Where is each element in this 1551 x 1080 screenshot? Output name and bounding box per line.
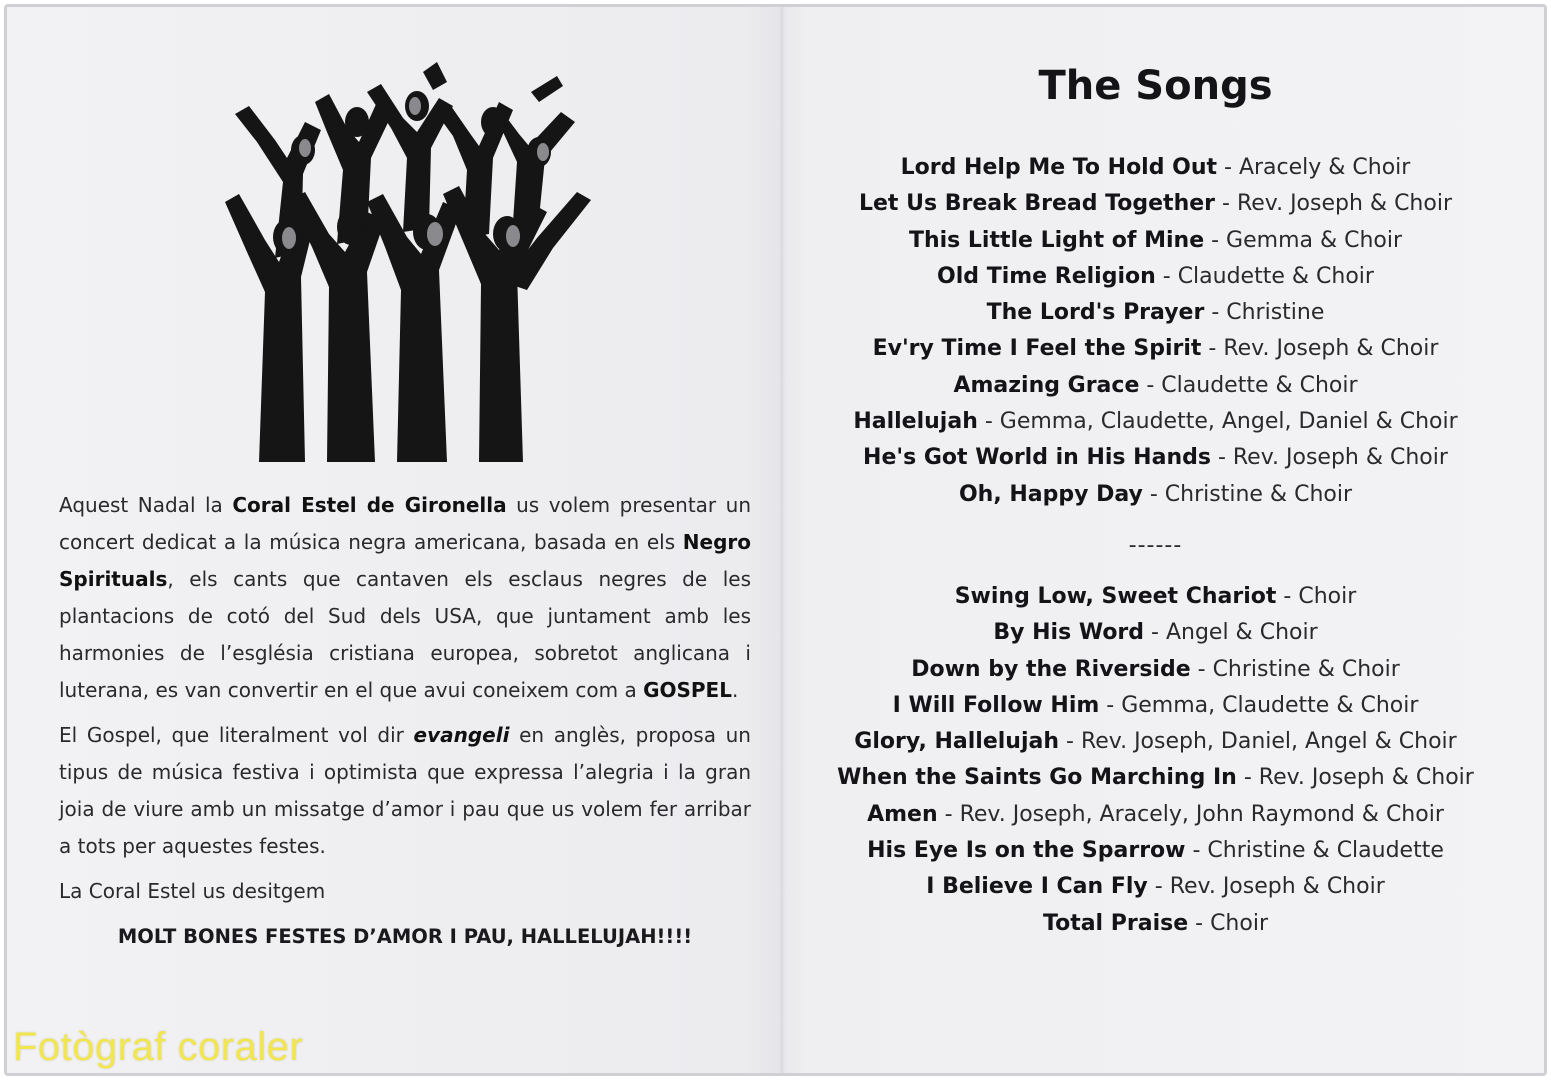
- song-row: [787, 869, 1524, 905]
- gospel-term: GOSPEL: [643, 678, 732, 702]
- song-title: Old Time Religion: [937, 263, 1156, 289]
- song-title: He's Got World in His Hands: [863, 445, 1211, 471]
- intro-paragraph-2: [59, 717, 751, 865]
- song-row: [787, 797, 1524, 833]
- song-performers: - Christine & Choir: [1190, 656, 1400, 682]
- song-title: Swing Low, Sweet Chariot: [954, 583, 1277, 609]
- song-row: [787, 833, 1524, 869]
- song-title: I Will Follow Him: [892, 692, 1100, 718]
- song-title: The Lord's Prayer: [986, 300, 1205, 326]
- photographer-watermark: Fotògraf coraler: [13, 1025, 304, 1069]
- song-row: [787, 150, 1524, 186]
- song-performers: - Rev. Joseph & Choir: [1147, 874, 1385, 900]
- song-row: [787, 223, 1524, 259]
- song-title: When the Saints Go Marching In: [837, 765, 1237, 791]
- song-row: [787, 440, 1524, 476]
- song-title: His Eye Is on the Sparrow: [867, 838, 1186, 864]
- song-performers: - Christine & Claudette: [1185, 838, 1444, 864]
- song-performers: - Gemma, Claudette & Choir: [1099, 692, 1419, 718]
- song-title: Oh, Happy Day: [958, 481, 1143, 507]
- page-fold: [779, 7, 785, 1073]
- song-performers: - Rev. Joseph & Choir: [1201, 336, 1439, 362]
- brochure-page: [4, 4, 1547, 1076]
- song-title: Amazing Grace: [953, 372, 1140, 398]
- song-row: [787, 688, 1524, 724]
- song-title: By His Word: [993, 620, 1145, 646]
- songs-heading: The Songs: [1038, 63, 1273, 109]
- song-performers: - Rev. Joseph & Choir: [1210, 445, 1448, 471]
- intro-text-span: , els cants que cantaven els esclaus negres de les plantacions de cotó del Sud dels USA, que juntament amb les harmonies de l’església cristiana europea, sobretot anglicana i luterana, es van convertir en el que avui coneixem com a: [59, 567, 751, 702]
- intro-text-span: El Gospel, que literalment vol dir: [59, 723, 414, 747]
- song-performers: - Christine & Choir: [1142, 481, 1353, 507]
- song-row: [787, 906, 1524, 942]
- song-performers: - Choir: [1276, 583, 1357, 609]
- set-separator: ------: [1128, 532, 1183, 558]
- song-performers: - Claudette & Choir: [1155, 263, 1374, 289]
- song-row: [787, 259, 1524, 295]
- intro-paragraph-1: [59, 487, 751, 709]
- song-row: [787, 760, 1524, 796]
- song-title: Ev'ry Time I Feel the Spirit: [872, 336, 1202, 362]
- sign-line: La Coral Estel us desitgem: [59, 879, 326, 903]
- song-performers: - Claudette & Choir: [1139, 372, 1358, 398]
- song-title: Let Us Break Bread Together: [858, 191, 1216, 217]
- song-row: [787, 724, 1524, 760]
- song-performers: - Aracely & Choir: [1217, 155, 1411, 180]
- intro-text-span: .: [731, 678, 739, 702]
- song-performers: - Gemma & Choir: [1204, 227, 1403, 253]
- song-title: This Little Light of Mine: [908, 227, 1205, 253]
- closing-greeting: MOLT BONES FESTES D’AMOR I PAU, HALLELUJAH!!!!: [117, 925, 693, 948]
- song-performers: - Rev. Joseph & Choir: [1215, 191, 1452, 217]
- song-row: [787, 477, 1524, 513]
- song-performers: - Rev. Joseph & Choir: [1236, 765, 1474, 791]
- song-row: [787, 186, 1524, 222]
- song-row: [787, 295, 1524, 331]
- intro-text-span: us volem presentar un concert dedicat a la música negra americana, basada en els: [59, 493, 751, 554]
- song-title: Lord Help Me To Hold Out: [900, 155, 1218, 180]
- gospel-choir-logo: [217, 62, 602, 467]
- song-title: Hallelujah: [853, 409, 978, 435]
- evangeli-term: evangeli: [413, 723, 510, 747]
- intro-text-span: en anglès, proposa un tipus de música festiva i optimista que expressa l’alegria i la gran joia de viure amb un missatge d’amor i pau que us volem fer arribar a tots per aquestes festes.: [59, 723, 751, 858]
- intro-text: [59, 487, 751, 963]
- song-performers: - Angel & Choir: [1144, 620, 1318, 646]
- song-row: [787, 579, 1524, 615]
- song-list: [787, 150, 1524, 942]
- negro-spirituals-term: Negro Spirituals: [59, 530, 751, 591]
- song-performers: - Rev. Joseph, Daniel, Angel & Choir: [1059, 729, 1457, 755]
- song-performers: - Christine: [1204, 300, 1325, 326]
- song-performers: - Rev. Joseph, Aracely, John Raymond & Choir: [937, 801, 1444, 827]
- song-title: Glory, Hallelujah: [854, 729, 1060, 755]
- song-row: [787, 404, 1524, 440]
- song-title: Total Praise: [1043, 910, 1189, 936]
- song-performers: - Gemma, Claudette, Angel, Daniel & Choir: [977, 409, 1458, 435]
- song-row: [787, 368, 1524, 404]
- song-performers: - Choir: [1188, 910, 1268, 936]
- song-row: [787, 331, 1524, 367]
- song-set-2: [787, 579, 1524, 942]
- song-set-1: [787, 150, 1524, 513]
- song-title: I Believe I Can Fly: [926, 874, 1148, 900]
- song-row: [787, 652, 1524, 688]
- song-title: Down by the Riverside: [911, 656, 1191, 682]
- intro-text-span: Aquest Nadal la: [59, 493, 233, 517]
- song-title: Amen: [867, 801, 938, 827]
- song-row: [787, 615, 1524, 651]
- choir-name: Coral Estel de Gironella: [232, 493, 507, 517]
